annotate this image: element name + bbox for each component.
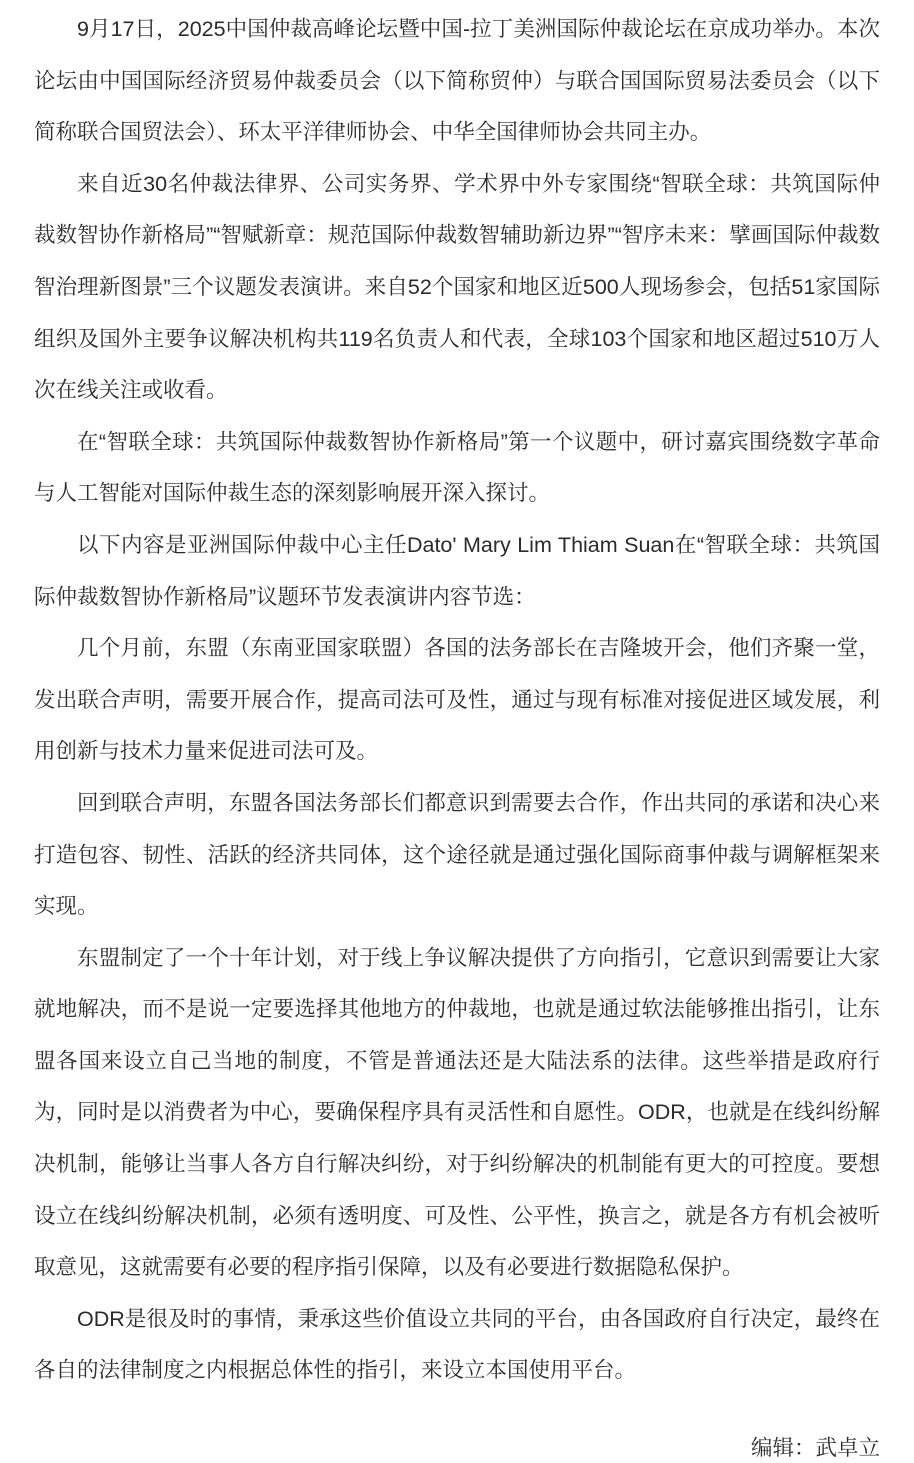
editor-credit: 编辑：武卓立 [750,1436,880,1461]
paragraph: 在“智联全球：共筑国际仲裁数智协作新格局”第一个议题中，研讨嘉宾围绕数字革命与人工智能对国际仲裁生态的深刻影响展开深入探讨。 [34,429,880,506]
paragraph: 回到联合声明，东盟各国法务部长们都意识到需要去合作，作出共同的承诺和决心来打造包容、韧性、活跃的经济共同体，这个途径就是通过强化国际商事仲裁与调解框架来实现。 [34,790,880,919]
paragraph: 几个月前，东盟（东南亚国家联盟）各国的法务部长在吉隆坡开会，他们齐聚一堂，发出联合声明，需要开展合作，提高司法可及性，通过与现有标准对接促进区域发展，利用创新与技术力量来促进司法可及。 [34,636,880,764]
paragraph: ODR是很及时的事情，秉承这些价值设立共同的平台，由各国政府自行决定，最终在各自的法律制度之内根据总体性的指引，来设立本国使用平台。 [34,1306,880,1383]
paragraph: 来自近30名仲裁法律界、公司实务界、学术界中外专家围绕“智联全球：共筑国际仲裁数智协作新格局”“智赋新章：规范国际仲裁数智辅助新边界”“智序未来：擘画国际仲裁数智治理新图景”三个议题发表演讲。来自52个国家和地区近500人现场参会，包括51家国际组织及国外主要争议解决机构共119名负责人和代表，全球103个国家和地区超过510万人次在线关注或收看。 [34,171,880,403]
paragraph: 9月17日，2025中国仲裁高峰论坛暨中国-拉丁美洲国际仲裁论坛在京成功举办。本次论坛由中国国际经济贸易仲裁委员会（以下简称贸仲）与联合国国际贸易法委员会（以下简称联合国贸法会）、环太平洋律师协会、中华全国律师协会共同主办。 [34,17,880,145]
paragraph: 以下内容是亚洲国际仲裁中心主任Dato' Mary Lim Thiam Suan在“智联全球：共筑国际仲裁数智协作新格局”议题环节发表演讲内容节选： [34,532,880,609]
paragraph: 东盟制定了一个十年计划，对于线上争议解决提供了方向指引，它意识到需要让大家就地解决，而不是说一定要选择其他地方的仲裁地，也就是通过软法能够推出指引，让东盟各国来设立自己当地的制度，不管是普通法还是大陆法系的法律。这些举措是政府行为，同时是以消费者为中心，要确保程序具有灵活性和自愿性。ODR，也就是在线纠纷解决机制，能够让当事人各方自行解决纠纷，对于纠纷解决的机制能有更大的可控度。要想设立在线纠纷解决机制，必须有透明度、可及性、公平性，换言之，就是各方有机会被听取意见，这就需要有必要的程序指引保障，以及有必要进行数据隐私保护。 [34,945,880,1280]
